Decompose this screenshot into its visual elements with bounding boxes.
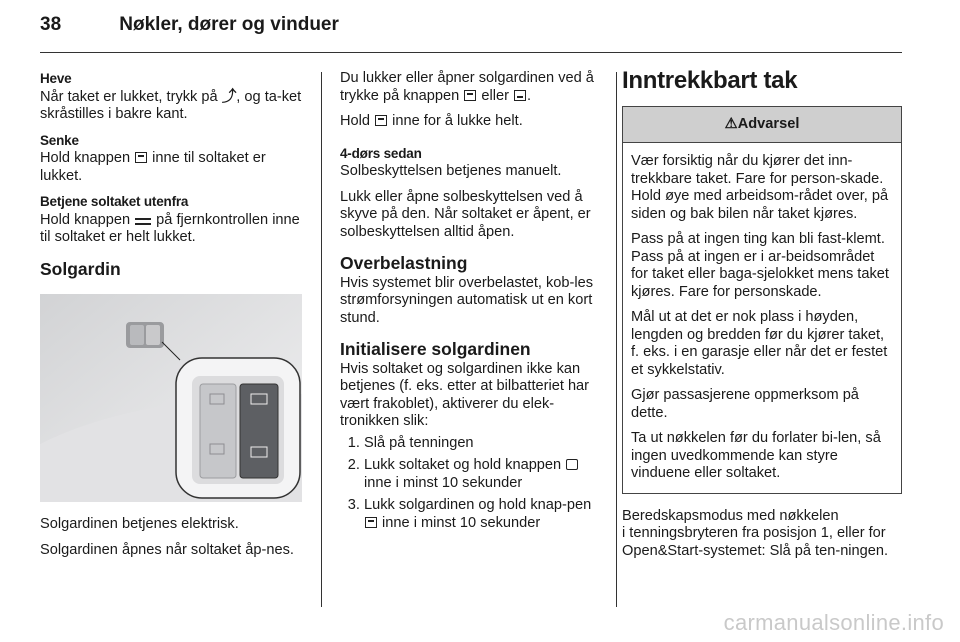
warning-header [623,107,901,144]
list-item [364,457,606,492]
close-blind-icon [375,115,387,126]
step-text-end: inne i minst 10 sekunder [378,514,541,531]
remote-text: Hold knappen [40,211,135,228]
column-2 [340,70,606,537]
subheading-sedan: 4-dørs sedan [340,145,422,161]
warning-label: Advarsel [737,115,800,132]
sedan-text-2: Lukk eller åpne solbeskyttelsen ved å skyve på den. Når soltaket er åpent, er solbeskyttelsen alltid åpen. [340,188,591,240]
hold-text-end: inne for å lukke helt. [388,113,523,129]
tilt-roof-icon: ⤴ [221,88,237,105]
caption-2: Solgardinen åpnes når soltaket åp-nes. [40,541,294,558]
column-1 [40,70,302,567]
standby-text: Beredskapsmodus med nøkkelen [622,507,839,524]
sunblind-switch-illustration [40,294,302,502]
sedan-text: Solbeskyttelsen betjenes manuelt. [340,163,562,179]
subheading-senke: Senke [40,132,79,148]
list-item [364,497,606,532]
overload-text: Hvis systemet blir overbelastet, kob-les strømforsyningen automatisk ut en kort stund. [340,274,594,326]
sunblind-text-end: . [527,87,532,104]
page-title: Nøkler, dører og vinduer [119,14,339,35]
close-roof-icon [135,152,147,163]
column-divider-2 [616,72,617,607]
caption-1: Solgardinen betjenes elektrisk. [40,516,239,532]
heve-text-end: , og ta-ket skråstilles i bakre kant. [40,88,302,122]
hold-text: Hold [340,113,375,129]
watermark: carmanualsonline.info [723,610,944,635]
senke-text: Hold knappen [40,150,135,166]
step-text-end: inne i minst 10 sekunder [364,474,523,491]
warning-body [623,143,901,493]
sunblind-text: Du lukker eller åpner solgardinen ved å trykke på knappen [340,70,594,104]
standby-text-2: i tenningsbryteren fra posisjon 1, eller for Open&Start-systemet: Slå på ten-ningen. [622,525,889,559]
warning-paragraph: Mål ut at det er nok plass i høyden, lengden og bredden før du kjører taket, f. eks. i en garasje eller når det er festet et sykkelstativ. [631,309,888,378]
warning-paragraph: Ta ut nøkkelen før du forlater bi-len, så ingen uvedkommende kan styre vinduene eller soltaket. [631,430,881,481]
remote-lock-icon [135,218,151,225]
init-steps [340,435,606,533]
step-text: Lukk solgardinen og hold knap-pen [364,497,592,513]
sunblind-text-or: eller [477,87,514,104]
list-item [364,435,606,453]
subheading-remote: Betjene soltaket utenfra [40,194,189,209]
step-text: Lukk soltaket og hold knappen [364,457,566,473]
heve-text: Når taket er lukket, trykk på [40,88,222,105]
close-blind-icon [365,517,377,528]
step-text: Slå på tenningen [364,434,474,451]
remote-text-end: på fjernkontrollen inne til soltaket er helt lukket. [40,211,300,245]
column-divider-1 [321,72,322,607]
section-heading-solgardin: Solgardin [40,258,121,279]
warning-paragraph: Gjør passasjerene oppmerksom på dette. [631,387,859,421]
section-heading-init: Initialisere solgardinen [340,339,531,359]
senke-text-end: inne til soltaket er lukket. [40,150,266,184]
warning-paragraph: Pass på at ingen ting kan bli fast-klemt. Pass på at ingen er i ar-beidsområdet for taket eller baga-sjelokket mens taket kjøres. Fare for personskade. [631,231,889,300]
page-number: 38 [40,14,62,35]
warning-triangle-icon: ⚠ [724,115,738,132]
init-text: Hvis soltaket og solgardinen ikke kan betjenes (f. eks. etter at bilbatteriet har vært frakoblet), aktiverer du elek-tronikken slik: [340,360,590,429]
close-blind-icon [464,90,476,101]
section-heading-roof: Inntrekkbart tak [622,67,798,94]
section-heading-overload: Overbelastning [340,253,468,273]
header-rule [40,52,902,53]
open-roof-icon [566,459,578,470]
subheading-heve: Heve [40,71,72,86]
column-3 [622,67,902,568]
warning-box [622,106,902,494]
open-blind-icon [514,90,526,101]
warning-paragraph: Vær forsiktig når du kjører det inn-trekkbare taket. Fare for person-skade. Hold øye med arbeidsom-rådet over, på siden og bak bilen når taket kjøres. [631,153,889,222]
page-header [40,14,339,36]
